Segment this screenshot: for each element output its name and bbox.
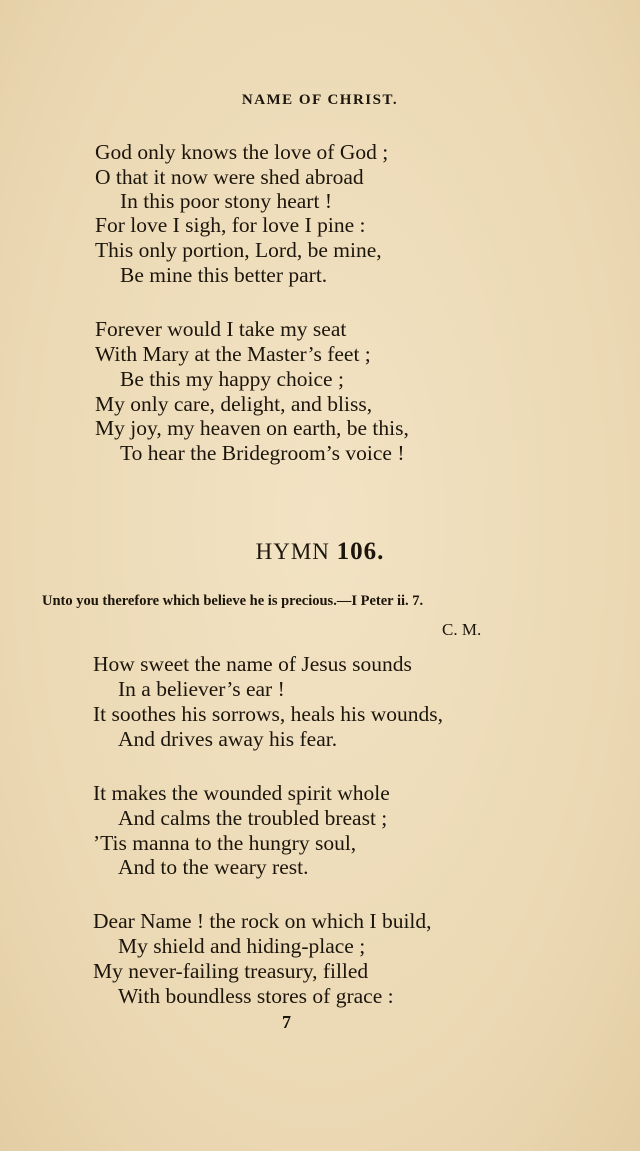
hymn-title <box>0 538 640 566</box>
verse-line: It makes the wounded spirit whole <box>93 781 390 805</box>
scripture-epigraph: Unto you therefore which believe he is precious.—I Peter ii. 7. <box>42 593 424 609</box>
verse-line: Be this my happy choice ; <box>120 367 344 391</box>
verse-line: Forever would I take my seat <box>95 317 347 341</box>
verse-line: In a believer’s ear ! <box>118 677 285 701</box>
running-header: NAME OF CHRIST. <box>241 92 399 108</box>
verse-line: With Mary at the Master’s feet ; <box>95 342 371 366</box>
hymn-meter: C. M. <box>442 620 482 639</box>
verse-line: This only portion, Lord, be mine, <box>95 238 382 262</box>
verse-line: My only care, delight, and bliss, <box>95 392 373 416</box>
hymn-label: HYMN <box>255 539 330 564</box>
verse-line: Dear Name ! the rock on which I build, <box>93 909 432 933</box>
verse-line: Be mine this better part. <box>120 263 328 287</box>
verse-line: God only knows the love of God ; <box>95 140 389 164</box>
verse-line: My joy, my heaven on earth, be this, <box>95 416 409 440</box>
verse-line: O that it now were shed abroad <box>95 165 364 189</box>
verse-line: And calms the troubled breast ; <box>118 806 388 830</box>
verse-line: It soothes his sorrows, heals his wounds, <box>93 702 443 726</box>
verse-line: And to the weary rest. <box>118 855 309 879</box>
verse-line: How sweet the name of Jesus sounds <box>93 652 412 676</box>
verse-line: My shield and hiding-place ; <box>118 934 366 958</box>
page-number: 7 <box>282 1012 291 1032</box>
verse-line: In this poor stony heart ! <box>120 189 332 213</box>
verse-line: My never-failing treasury, filled <box>93 959 369 983</box>
verse-line: For love I sigh, for love I pine : <box>95 213 366 237</box>
verse-line: And drives away his fear. <box>118 727 338 751</box>
hymn-number: 106. <box>336 538 385 565</box>
verse-line: With boundless stores of grace : <box>118 984 394 1008</box>
verse-line: To hear the Bridegroom’s voice ! <box>120 441 405 465</box>
verse-line: ’Tis manna to the hungry soul, <box>93 831 357 855</box>
